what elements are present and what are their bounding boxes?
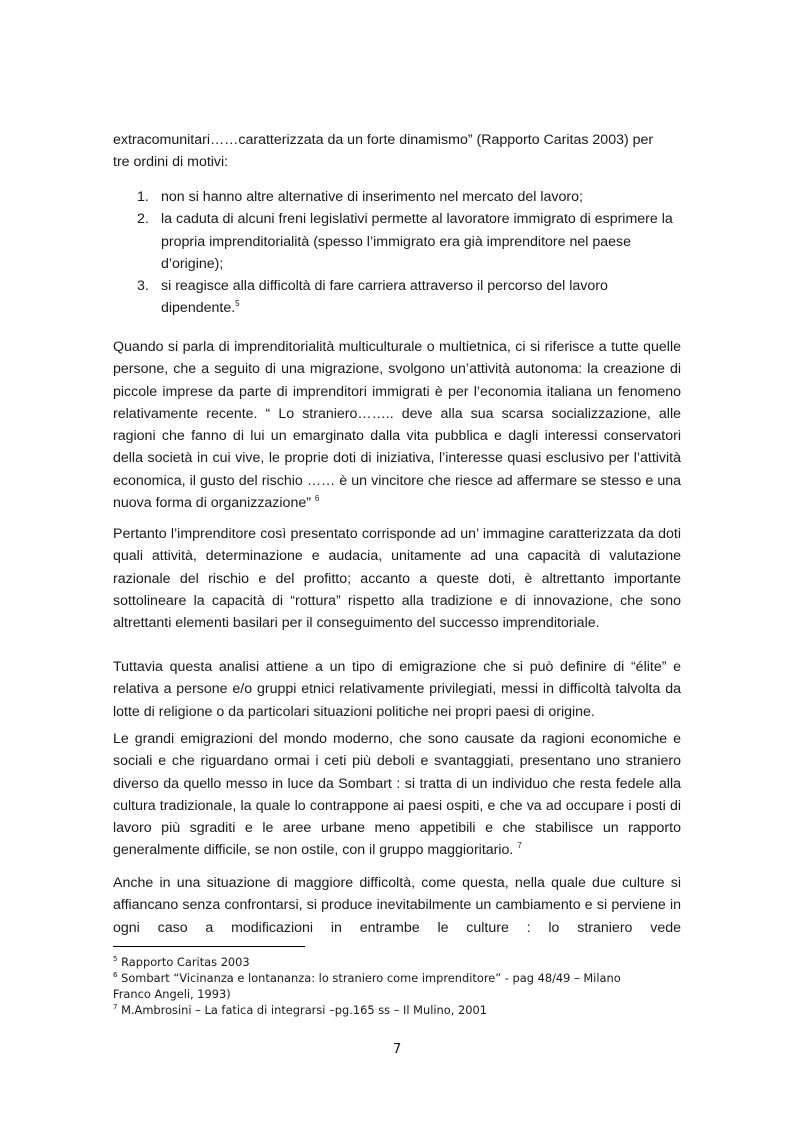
list-item-number: 3. (137, 278, 149, 295)
page-number: 7 (392, 1041, 402, 1057)
paragraph-text: Quando si parla di imprenditorialità multiculturale o multietnica, ci si riferisce a tutte quelle persone, che a seguito di una migrazione, svolgono un’attività autonoma: la creazione di piccole imprese da parte di imprenditori immigrati è per l’economia italiana un fenomeno relativamente recente. “ Lo straniero…….. deve alla sua scarsa socializzazione, alle ragioni che fanno di lui un emarginato dalla vita pubblica e dagli interessi conservatori della società in cui vive, le proprie doti di iniziativa, l’interesse quasi esclusivo per l’attività economica, il gusto del rischio …… è un vincitore che riesce ad affermare se stesso e una nuova forma di organizzazione” (113, 339, 681, 512)
list-item-text: la caduta di alcuni freni legislativi permette al lavoratore immigrato di esprimere la propria imprenditorialità (spesso l’immigrato era già imprenditore nel paese d’origine); (161, 211, 673, 272)
footnote-text: Rapporto Caritas 2003 (121, 955, 250, 969)
paragraph-text: Le grandi emigrazioni del mondo moderno, che sono causate da ragioni economiche e sociali e che riguardano ormai i ceti più deboli e svantaggiati, presentano uno straniero diverso da quello messo in luce da Sombart : si tratta di un individuo che resta fedele alla cultura tradizionale, la quale lo contrappone ai paesi ospiti, e che va ad occupare i posti di lavoro più sgraditi e le aree urbane meno appetibili e che stabilisce un rapporto generalmente difficile, se non ostile, con il gruppo maggioritario. (113, 731, 681, 859)
list-item-number: 1. (137, 189, 149, 205)
list-item (113, 208, 681, 275)
paragraph (113, 728, 681, 862)
footnote (113, 971, 653, 1002)
footnote-ref: 6 (314, 494, 320, 504)
footnote (113, 955, 693, 971)
list-item-text: si reagisce alla difficoltà di fare carriera attraverso il percorso del lavoro dipendente. (161, 278, 608, 317)
intro-line-2: tre ordini di motivi: (113, 154, 229, 171)
footnote-ref: 7 (517, 841, 522, 851)
footnote-number: 6 (113, 971, 118, 979)
paragraph-text: Pertanto l’imprenditore così presentato corrisponde ad un’ immagine caratterizzata da doti quali attività, determinazione e audacia, unitamente ad una capacità di valutazione razionale del rischio e del profitto; accanto a queste doti, è altrettanto importante sottolineare la capacità di “rottura” rispetto alla tradizione e di innovazione, che sono altrettanti elementi basilari per il conseguimento del successo imprenditoriale. (113, 526, 681, 632)
list-item-text: non si hanno altre alternative di inserimento nel mercato del lavoro; (161, 189, 583, 205)
list-item-number: 2. (137, 211, 149, 228)
paragraph (113, 523, 681, 634)
list-item (113, 186, 681, 208)
footnote-number: 7 (113, 1003, 118, 1011)
paragraph (113, 656, 681, 723)
intro-paragraph (113, 129, 681, 174)
footnote-text: Sombart “Vicinanza e lontananza: lo straniero come imprenditore” - pag 48/49 – Milano Franco Angeli, 1993) (113, 971, 621, 1001)
numbered-list (113, 186, 681, 320)
paragraph-text: Tuttavia questa analisi attiene a un tipo di emigrazione che si può definire di “élite” e relativa a persone e/o gruppi etnici relativamente privilegiati, messi in difficoltà talvolta da lotte di religione o da particolari situazioni politiche nei propri paesi di origine. (113, 659, 681, 720)
paragraph (113, 872, 681, 939)
footnote-separator (113, 946, 305, 947)
footnote (113, 1003, 693, 1019)
footnote-ref: 5 (235, 299, 240, 309)
list-item (113, 275, 681, 320)
paragraph-text: Anche in una situazione di maggiore difficoltà, come questa, nella quale due culture si affiancano senza confrontarsi, si produce inevitabilmente un cambiamento e si perviene in ogni caso a modificazioni in entrambe le culture : lo straniero vede (113, 875, 681, 936)
intro-line-1: extracomunitari……caratterizzata da un forte dinamismo” (Rapporto Caritas 2003) per (113, 132, 654, 148)
footnote-number: 5 (113, 955, 118, 963)
paragraph (113, 336, 681, 514)
footnote-text: M.Ambrosini – La fatica di integrarsi –pg.165 ss – Il Mulino, 2001 (121, 1003, 487, 1017)
